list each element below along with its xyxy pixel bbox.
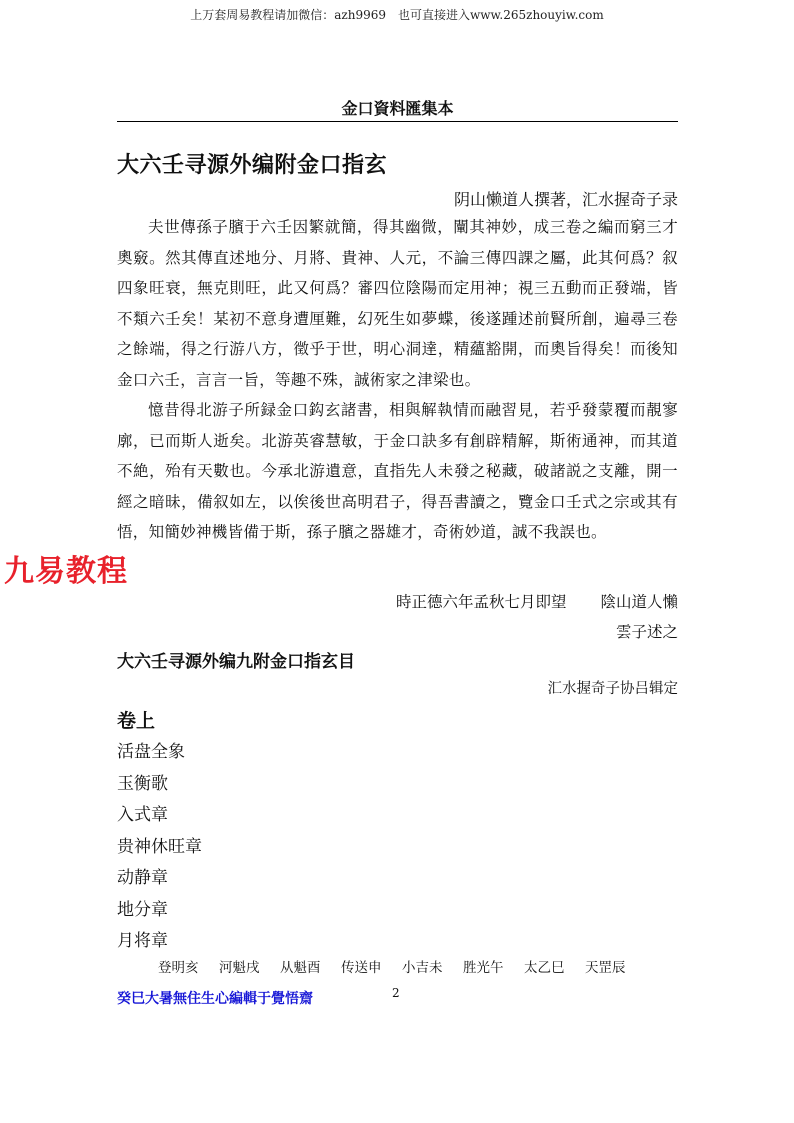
chapter-item: 活盘全象	[117, 742, 185, 762]
month-general-item: 河魁戌	[219, 960, 260, 976]
signature-author: 陰山道人懶	[600, 593, 678, 611]
chapter-item: 入式章	[117, 805, 168, 825]
signature-date: 時正德六年孟秋七月即望	[395, 593, 567, 611]
footer-credit: 癸巳大暑無住生心編輯于覺悟齋	[117, 991, 313, 1007]
toc-title: 大六壬寻源外编九附金口指玄目	[117, 652, 355, 672]
month-general-item: 从魁酉	[280, 960, 321, 976]
top-notice: 上万套周易教程请加微信：azh9969 也可直接进入www.265zhouyiw.com	[190, 8, 604, 22]
chapter-item: 月将章	[117, 931, 168, 951]
month-general-item: 传送申	[341, 960, 382, 976]
volume-heading: 卷上	[117, 710, 156, 732]
page-number: 2	[392, 986, 400, 1000]
month-general-item: 天罡辰	[585, 960, 626, 976]
month-general-item: 太乙巳	[524, 960, 565, 976]
preface-signature	[396, 587, 678, 647]
chapter-item: 动静章	[117, 868, 168, 888]
preface-paragraph-1: 夫世傳孫子臏于六壬因繁就簡，得其幽微，闡其神妙，成三卷之編而窮三才奧竅。然其傳直述地分、月將、貴神、人元，不論三傳四課之屬，此其何爲？叙四象旺衰，無克則旺，此又何爲？審四位陰陽而定用神；視三五動而正發端，皆不類六壬矣！某初不意身遭厘難，幻死生如夢蝶，後遂踵述前賢所創，遍尋三卷之餘端，得之行游八方，徵乎于世，明心洞達，精蘊豁開，而奧旨得矣！而後知金口六壬，言言一旨，等趣不殊，誠術家之津梁也。	[117, 218, 678, 389]
chapter-item: 贵神休旺章	[117, 836, 202, 857]
watermark-logo: 九易教程	[4, 554, 128, 589]
month-general-item: 小吉未	[402, 960, 443, 976]
chapter-list	[117, 738, 202, 959]
header-rule	[117, 121, 678, 122]
author-line: 阴山懒道人撰著，汇水握奇子录	[453, 190, 678, 209]
preface	[117, 212, 678, 548]
running-head: 金口資料匯集本	[341, 99, 454, 118]
month-general-item: 胜光午	[463, 960, 504, 976]
month-general-item: 登明亥	[158, 960, 199, 976]
preface-paragraph-2: 憶昔得北游子所録金口鈎玄諸書，相與解執情而融習見，若乎發蒙覆而靚寥廓，已而斯人逝矣。北游英睿慧敏，于金口訣多有創辟精解，斯術通神，而其道不絶，殆有天數也。今承北游遺意，直指先人未發之秘藏，破諸説之支離，開一經之暗昧，備叙如左，以俟後世高明君子，得吾書讀之，覽金口壬式之宗或其有悟，知簡妙神機皆備于斯，孫子臏之器雄才，奇術妙道，誠不我誤也。	[117, 401, 678, 541]
signature-suffix: 雲子述之	[615, 623, 678, 641]
book-title: 大六壬寻源外编附金口指玄	[117, 153, 388, 178]
chapter-item: 玉衡歌	[117, 773, 168, 794]
month-general-list	[158, 956, 646, 976]
chapter-item: 地分章	[117, 899, 168, 920]
toc-editor: 汇水握奇子协吕辑定	[547, 681, 678, 697]
